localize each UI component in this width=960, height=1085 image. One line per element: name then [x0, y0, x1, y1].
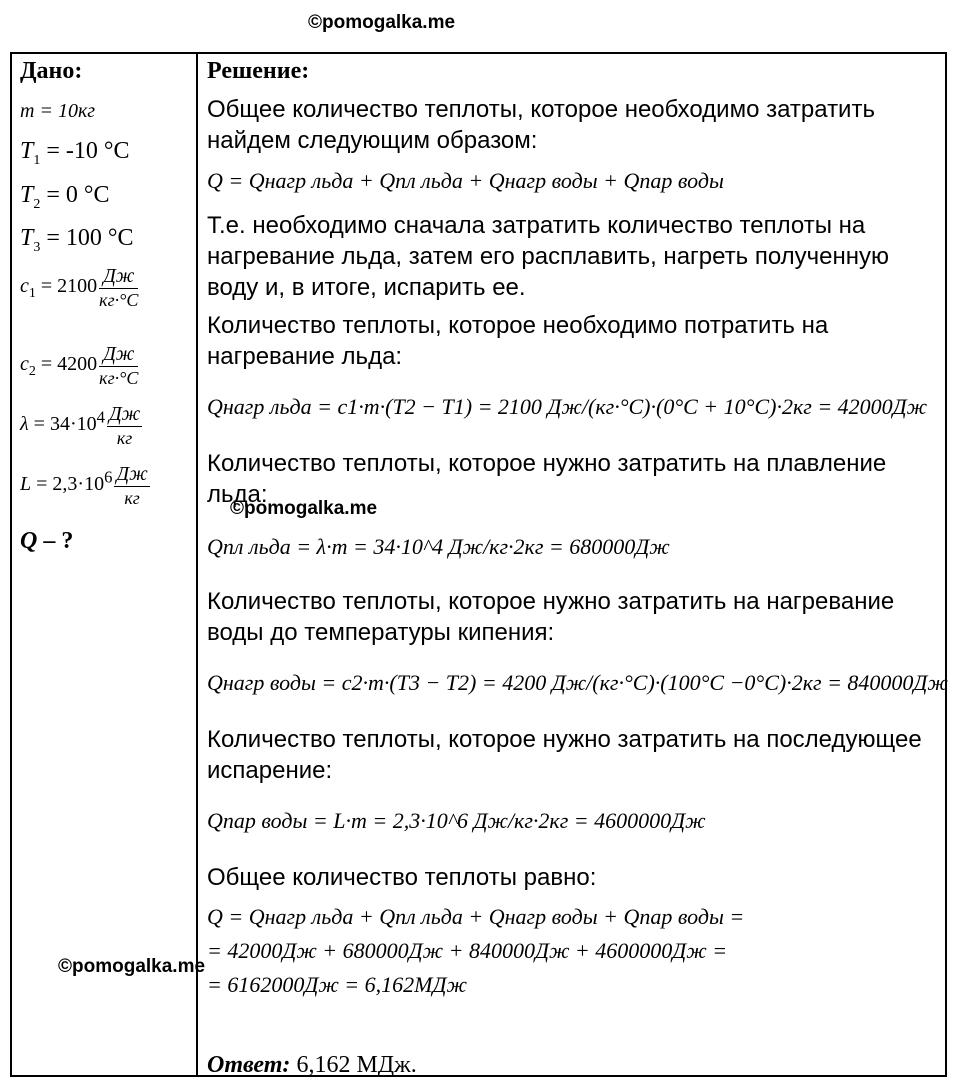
para-4: Количество теплоты, которое нужно затратить на плавление льда:: [207, 450, 887, 508]
formula-5: Qпар воды = L·m = 2,3·10^6 Дж/кг·2кг = 4600000Дж: [207, 808, 706, 833]
formula-4: Qнагр воды = c2·m·(T3 − T2) = 4200 Дж/(кг·°C)·(100°C −0°C)·2кг = 840000Дж: [207, 670, 948, 695]
solution-header: Решение:: [207, 58, 310, 84]
given-column: [20, 58, 192, 554]
given-t3: $T_3 = 100$ °C: [20, 225, 134, 255]
para-6: Количество теплоты, которое нужно затратить на последующее испарение:: [207, 726, 922, 784]
para-5: Количество теплоты, которое нужно затратить на нагревание воды до температуры кипения:: [207, 588, 895, 646]
given-l: $L = 2,3\cdot 10^6$ $\frac{Дж}{кг}$: [20, 463, 148, 508]
given-c2: $c_2 = 4200$ $\frac{Дж}{кг\cdot^\circ C}$: [20, 343, 139, 388]
formula-6c: = 6162000Дж = 6,162МДж: [207, 972, 467, 997]
given-mass: m = 10кг: [20, 100, 96, 122]
answer-line: [207, 1052, 417, 1079]
answer-label: Ответ:: [207, 1052, 291, 1078]
given-header: Дано:: [20, 58, 83, 84]
given-t1: $T_1 = -10$ °C: [20, 138, 130, 168]
watermark-bottom: ©pomogalka.me: [58, 956, 206, 977]
formula-6b: = 42000Дж + 680000Дж + 840000Дж + 4600000Дж =: [207, 938, 728, 963]
column-divider: [196, 54, 198, 1075]
given-c1: $c_1 = 2100$ $\frac{Дж}{кг\cdot^\circ C}$: [20, 265, 139, 310]
formula-6a: Q = Qнагр льда + Qпл льда + Qнагр воды + Qпар воды =: [207, 904, 745, 929]
para-1: Общее количество теплоты, которое необходимо затратить найдем следующим образом:: [207, 96, 875, 154]
given-lambda: $\lambda = 34\cdot 10^4$ $\frac{Дж}{кг}$: [20, 403, 141, 448]
formula-1: Q = Qнагр льда + Qпл льда + Qнагр воды + Qпар воды: [207, 168, 724, 193]
formula-2: Qнагр льда = c1·m·(T2 − T1) = 2100 Дж/(кг·°C)·(0°C + 10°C)·2кг = 42000Дж: [207, 394, 928, 419]
para-3: Количество теплоты, которое необходимо потратить на нагревание льда:: [207, 312, 829, 370]
answer-value: 6,162 МДж.: [296, 1052, 417, 1078]
para-7: Общее количество теплоты равно:: [207, 864, 597, 891]
watermark-top: ©pomogalka.me: [308, 12, 456, 33]
formula-3: Qпл льда = λ·m = 34·10^4 Дж/кг·2кг = 680000Дж: [207, 534, 670, 559]
given-unknown: Q – ?: [20, 528, 74, 554]
para-2: Т.е. необходимо сначала затратить количество теплоты на нагревание льда, затем его расплавить, нагреть полученную воду и, в итоге, испарить ее.: [207, 212, 890, 301]
given-t2: $T_2 = 0$ °C: [20, 182, 110, 212]
watermark-middle: ©pomogalka.me: [230, 498, 378, 519]
solution-table: [10, 52, 947, 1077]
